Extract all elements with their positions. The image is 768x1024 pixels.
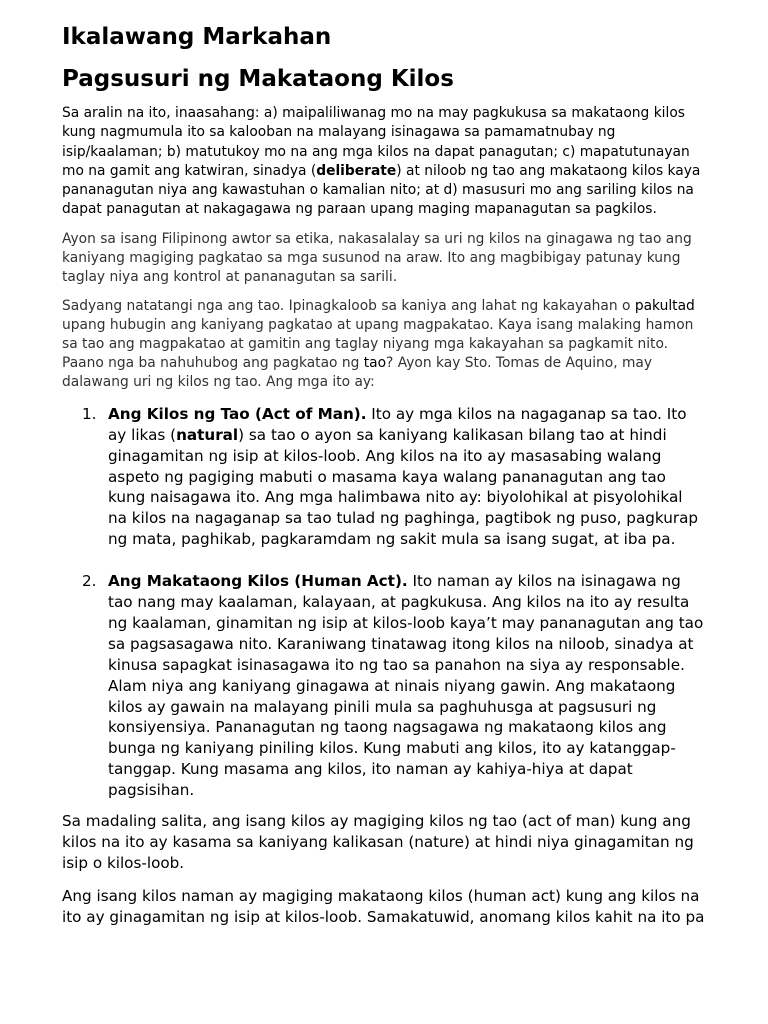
intro-text-2: ) at niloob ng tao ang makataong kilos kaya pananagutan niya ang kawastuhan o kamalian nito; at d) masusuri mo ang sariling kilos na dapat panagutan at nakagagawa ng paraan upang maging mapanagutan sa pagkilos. [62, 162, 701, 218]
author-paragraph: Ayon sa isang Filipinong awtor sa etika, nakasalalay sa uri ng kilos na ginagawa ng tao ang kaniyang magiging pagkatao sa mga susunod na araw. Ito ang magbibigay patunay kung taglay niya ang kontrol at pananagutan sa sarili. [62, 230, 692, 285]
lesson-title: Pagsusuri ng Makataong Kilos [62, 66, 454, 92]
list-item-text: Ito ay mga kilos na nagaganap sa tao. Ito ay likas ( [108, 404, 687, 444]
intro-text-1: Sa aralin na ito, inaasahang: a) maipaliliwanag mo na may pagkukusa sa makataong kilos kung nagmumula ito sa kalooban na malayang isinagawa sa pamamatnubay ng isip/kaalaman; b) matutukoy mo na ang mga kilos na dapat panagutan; c) mapatutunayan mo na gamit ang katwiran, sinadya ( [62, 105, 690, 179]
act-types-list [62, 404, 706, 801]
page-title: Ikalawang Markahan [62, 24, 332, 50]
person-paragraph [62, 297, 706, 392]
list-number: 2. [82, 572, 97, 591]
intro-bold-term: deliberate [316, 162, 397, 179]
list-item-bold-word: natural [176, 425, 239, 444]
list-item [62, 404, 706, 550]
person-text-2: upang hubugin ang kaniyang pagkatao at upang magpakatao. Kaya isang malaking hamon sa tao ang magpakatao at gamitin ang taglay niyang mga kakayahan sa pagkamit nito. Paano nga ba nahuhubog ang pagkatao ng [62, 316, 694, 371]
person-text-1: Sadyang natatangi nga ang tao. Ipinagkaloob sa kaniya ang lahat ng kakayahan o [62, 297, 635, 314]
list-number: 1. [82, 404, 97, 423]
summary-paragraph: Sa madaling salita, ang isang kilos ay magiging kilos ng tao (act of man) kung ang kilos na ito ay kasama sa kaniyang kalikasan (nature) at hindi niya ginagamitan ng isip o kilos-loob. [62, 812, 694, 872]
person-term-pakultad: pakultad [634, 297, 695, 314]
list-item [62, 571, 706, 801]
person-text-3: ? Ayon kay Sto. Tomas de Aquino, may dalawang uri ng kilos ng tao. Ang mga ito ay: [62, 354, 653, 390]
list-item-title: Ang Kilos ng Tao (Act of Man). [108, 404, 367, 423]
closing-paragraph: Ang isang kilos naman ay magiging makataong kilos (human act) kung ang kilos na ito ay ginagamitan ng isip at kilos-loob. Samakatuwid, anomang kilos kahit na ito pa [62, 886, 705, 926]
list-item-text-cont: ) sa tao o ayon sa kaniyang kalikasan bilang tao at hindi ginagamitan ng isip at kilos-loob. Ang kilos na ito ay masasabing walang aspeto ng pagiging mabuti o masama kaya walang pananagutan ang tao kung naisagawa ito. Ang mga halimbawa nito ay: biyolohikal at pisyolohikal na kilos na nagaganap sa tao tulad ng paghinga, pagtibok ng puso, pagkurap ng mata, paghikab, pagkaramdam ng sakit mula sa isang sugat, at iba pa. [108, 425, 699, 549]
list-item-title: Ang Makataong Kilos (Human Act). [108, 572, 408, 591]
person-term-tao: tao [363, 354, 387, 371]
list-item-text: Ito naman ay kilos na isinagawa ng tao nang may kaalaman, kalayaan, at pagkukusa. Ang kilos na ito ay resulta ng kaalaman, ginamitan ng isip at kilos-loob kaya’t may pananagutan ang tao sa pagsasagawa nito. Karaniwang tinatawag itong kilos na niloob, sinadya at kinusa sapagkat isinasagawa ito ng tao sa panahon na siya ay responsable. Alam niya ang kaniyang ginagawa at ninais niyang gawin. Ang makataong kilos ay gawain na malayang pinili mula sa paghuhusga at pagsusuri ng konsiyensiya. Pananagutan ng taong nagsagawa ng makataong kilos ang bunga ng kaniyang piniling kilos. Kung mabuti ang kilos, ito ay katanggap-tanggap. Kung masama ang kilos, ito naman ay kahiya-hiya at dapat pagsisihan. [108, 572, 704, 800]
intro-paragraph [62, 104, 706, 220]
